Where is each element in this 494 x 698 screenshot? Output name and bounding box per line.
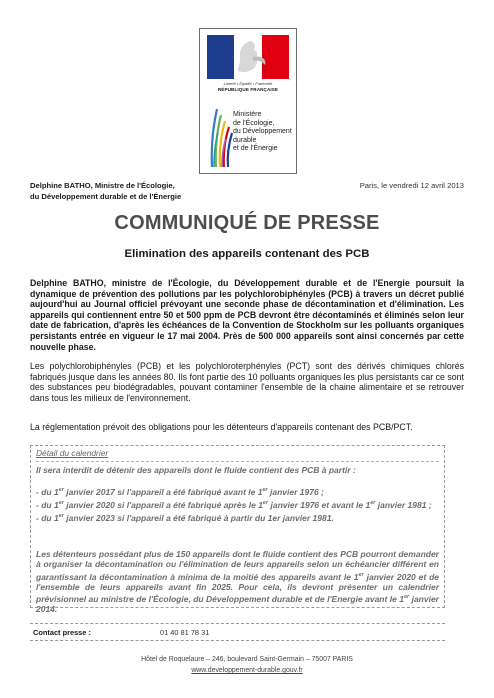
calendar-intro: Il sera interdit de détenir des appareils dont le fluide contient des PCB à partir : — [36, 465, 356, 475]
deadline-item: - du 1er janvier 2017 si l'appareil a été fabriqué avant le 1er janvier 1976 ; — [36, 486, 324, 497]
contact-label: Contact presse : — [33, 628, 91, 637]
minister-header — [30, 181, 181, 203]
footer-address: Hôtel de Roquelaure – 246, boulevard Saint-Germain – 75007 PARIS — [141, 656, 353, 663]
ministry-color-lines-icon — [208, 97, 234, 169]
contact-phone: 01 40 81 78 31 — [160, 628, 210, 637]
calendar-detail-box — [30, 445, 445, 615]
ministry-logo — [199, 28, 297, 174]
minister-line-1: Delphine BATHO, Ministre de l'Écologie, — [30, 181, 175, 190]
press-contact — [30, 623, 445, 641]
subject-title: Elimination des appareils contenant des PCB — [124, 248, 370, 260]
republic-name: RÉPUBLIQUE FRANÇAISE — [217, 87, 279, 92]
ministry-line: et de l'Énergie — [233, 145, 278, 153]
ministry-line: de l'Écologie, — [233, 119, 275, 127]
ministry-line: Ministère — [233, 111, 262, 118]
lead-paragraph: Delphine BATHO, ministre de l'Écologie, du Développement durable et de l'Energie poursuit la dynamique de prévention des pollutions par les polychlorobiphényles (PCB) à travers un décret publié aujourd'hui au Journal officiel prévoyant une seconde phase de décontamination et d'élimination. Les appareils qui contiennent entre 50 et 500 ppm de PCB devront être décontaminés et éliminés selon leur date de fabrication, d'après les échéances de la Convention de Stockholm sur les polluants organiques persistants entrée en vigueur le 17 mai 2004. Près de 500 000 appareils sont ainsi concernés par cette nouvelle phase. — [30, 278, 464, 352]
footer-website-link[interactable]: www.developpement-durable.gouv.fr — [191, 667, 303, 674]
calendar-divider — [36, 461, 439, 462]
deadline-item: - du 1er janvier 2020 si l'appareil a été fabriqué après le 1er janvier 1976 et avant le 1er janvier 1981 ; — [36, 499, 432, 510]
deadline-list — [36, 485, 439, 524]
ministry-name — [233, 111, 295, 154]
pcb-definition-paragraph: Les polychlorobiphényles (PCB) et les polychloroterphényles (PCT) sont des dérivés chimiques chlorés fabriqués jusque dans les années 80. Ils font partie des 10 polluants organiques les plus persistants car ce sont des substances peu biodégradables, pouvant contaminer l'ensemble de la chaine alimentaire et se retrouver dans tous les milieux de l'environnement. — [30, 361, 464, 403]
calendar-detail-title: Détail du calendrier — [36, 448, 109, 458]
republic-motto: Liberté • Égalité • Fraternité — [223, 81, 273, 86]
ministry-line: durable — [233, 136, 257, 144]
large-holders-paragraph: Les détenteurs possédant plus de 150 appareils dont le fluide contient des PCB pourront demander à organiser la décontamination ou l'élimination de leurs appareils selon un échéancier différent en garantissant la décontamination à minima de la moitié des appareils avant le 1er janvier 2020 et de l'ensemble de leurs appareils avant fin 2025. Pour cela, ils devront présenter un calendrier prévisionnel au ministre de l'Écologie, du Développement durable et de l'Energie avant le 1er janvier 2014. — [36, 549, 439, 615]
ministry-line: du Développement — [233, 128, 292, 136]
regulation-paragraph: La réglementation prévoit des obligations pour les détenteurs d'appareils contenant des PCB/PCT. — [30, 422, 413, 432]
deadline-item: - du 1er janvier 2023 si l'appareil a été fabriqué à partir du 1er janvier 1981. — [36, 513, 334, 524]
minister-line-2: du Développement durable et de l'Énergie — [30, 191, 182, 201]
press-release-title: COMMUNIQUÉ DE PRESSE — [114, 212, 380, 234]
place-date: Paris, le vendredi 12 avril 2013 — [359, 181, 464, 190]
